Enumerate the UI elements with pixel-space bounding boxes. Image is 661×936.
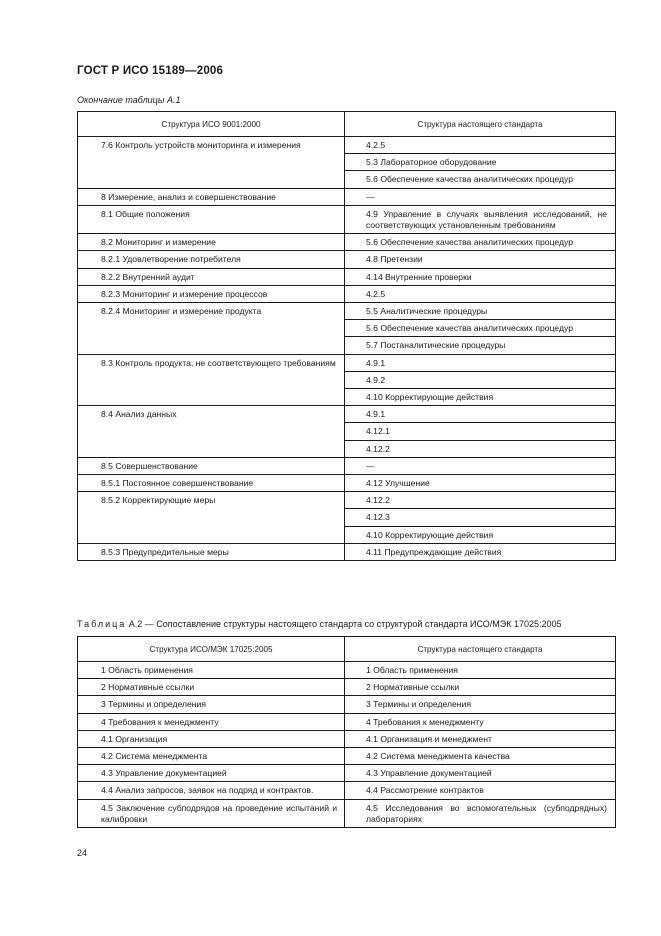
standard-clause-cell: 5.5 Аналитические процедуры [345, 303, 616, 320]
table-row [78, 251, 616, 268]
iso9001-clause-cell: 8.5.2 Корректирующие меры [78, 492, 345, 544]
standard-clause-cell: 4.12 Улучшение [345, 475, 616, 492]
iso9001-clause-cell: 8.2 Мониторинг и измерение [78, 234, 345, 251]
standard-clause-cell: 1 Область применения [345, 662, 616, 679]
iso9001-clause-cell: 8 Измерение, анализ и совершенствование [78, 188, 345, 205]
table2-caption-prefix: Таблица [77, 619, 127, 629]
column-header: Структура ИСО 9001:2000 [78, 112, 345, 137]
table-row [78, 730, 616, 747]
standard-clause-cell: 4.9.1 [345, 406, 616, 423]
iso9001-clause-cell: 8.5.1 Постоянное совершенствование [78, 475, 345, 492]
iso9001-clause-cell: 8.2.4 Мониторинг и измерение продукта [78, 303, 345, 355]
standard-clause-cell: 5.6 Обеспечение качества аналитических процедур [345, 320, 616, 337]
standard-clause-cell: 4.12.1 [345, 423, 616, 440]
iso9001-clause-cell: 8.4 Анализ данных [78, 406, 345, 458]
table-row [78, 234, 616, 251]
table-row [78, 303, 616, 320]
standard-clause-cell: 4.12.2 [345, 440, 616, 457]
comparison-table-a2 [77, 636, 616, 828]
iso17025-clause-cell: 1 Область применения [78, 662, 345, 679]
table-row [78, 713, 616, 730]
iso17025-clause-cell: 4 Требования к менеджменту [78, 713, 345, 730]
standard-clause-cell: 4.9 Управление в случаях выявления исследований, не соответствующих установленным требованиям [345, 205, 616, 233]
standard-clause-cell: 4.10 Корректирующие действия [345, 526, 616, 543]
standard-clause-cell: — [345, 188, 616, 205]
table-row [78, 492, 616, 509]
standard-clause-cell: 4.9.1 [345, 354, 616, 371]
table2-caption [77, 619, 562, 629]
table-row [78, 799, 616, 827]
table-row [78, 406, 616, 423]
iso9001-clause-cell: 8.2.2 Внутренний аудит [78, 268, 345, 285]
column-header: Структура ИСО/МЭК 17025:2005 [78, 637, 345, 662]
standard-clause-cell: 3 Термины и определения [345, 696, 616, 713]
table-header-row [78, 112, 616, 137]
table-header-row [78, 637, 616, 662]
standard-clause-cell: 4.1 Организация и менеджмент [345, 730, 616, 747]
standard-clause-cell: 4.3 Управление документацией [345, 765, 616, 782]
table1-caption: Окончание таблицы А.1 [77, 95, 181, 105]
column-header: Структура настоящего стандарта [345, 112, 616, 137]
column-header: Структура настоящего стандарта [345, 637, 616, 662]
standard-clause-cell: 2 Нормативные ссылки [345, 679, 616, 696]
table-row [78, 457, 616, 474]
iso9001-clause-cell: 8.5 Совершенствование [78, 457, 345, 474]
standard-clause-cell: 4.12.3 [345, 509, 616, 526]
iso9001-clause-cell: 8.1 Общие положения [78, 205, 345, 233]
standard-clause-cell: 4.8 Претензии [345, 251, 616, 268]
standard-clause-cell: 4.5 Исследования во вспомогательных (субподрядных) лабораториях [345, 799, 616, 827]
iso9001-clause-cell: 8.2.3 Мониторинг и измерение процессов [78, 285, 345, 302]
standard-clause-cell: 4.2.5 [345, 137, 616, 154]
document-header: ГОСТ Р ИСО 15189—2006 [77, 65, 224, 77]
table-row [78, 205, 616, 233]
standard-clause-cell: — [345, 457, 616, 474]
table-row [78, 354, 616, 371]
iso17025-clause-cell: 4.5 Заключение субподрядов на проведение испытаний и калибровки [78, 799, 345, 827]
standard-clause-cell: 5.6 Обеспечение качества аналитических процедур [345, 171, 616, 188]
table-row [78, 285, 616, 302]
iso17025-clause-cell: 4.4 Анализ запросов, заявок на подряд и контрактов. [78, 782, 345, 799]
standard-clause-cell: 5.7 Постаналитические процедуры [345, 337, 616, 354]
table-row [78, 268, 616, 285]
table-row [78, 475, 616, 492]
table-row [78, 662, 616, 679]
standard-clause-cell: 4.4 Рассмотрение контрактов [345, 782, 616, 799]
table-row [78, 543, 616, 560]
iso17025-clause-cell: 4.3 Управление документацией [78, 765, 345, 782]
comparison-table-a1 [77, 111, 616, 561]
standard-clause-cell: 4.12.2 [345, 492, 616, 509]
table-row [78, 137, 616, 154]
table-row [78, 696, 616, 713]
page-number: 24 [77, 848, 88, 858]
iso17025-clause-cell: 4.2 Система менеджмента [78, 748, 345, 765]
standard-clause-cell: 5.6 Обеспечение качества аналитических процедур [345, 234, 616, 251]
standard-clause-cell: 4.9.2 [345, 371, 616, 388]
iso9001-clause-cell: 8.2.1 Удовлетворение потребителя [78, 251, 345, 268]
table-row [78, 748, 616, 765]
standard-clause-cell: 4.14 Внутренние проверки [345, 268, 616, 285]
standard-clause-cell: 5.3 Лабораторное оборудование [345, 154, 616, 171]
table-row [78, 188, 616, 205]
table-row [78, 765, 616, 782]
iso9001-clause-cell: 8.3 Контроль продукта, не соответствующего требованиям [78, 354, 345, 406]
iso17025-clause-cell: 2 Нормативные ссылки [78, 679, 345, 696]
standard-clause-cell: 4.2 Система менеджмента качества [345, 748, 616, 765]
iso17025-clause-cell: 4.1 Организация [78, 730, 345, 747]
iso9001-clause-cell: 8.5.3 Предупредительные меры [78, 543, 345, 560]
table2-caption-text: А.2 — Сопоставление структуры настоящего стандарта со структурой стандарта ИСО/МЭК 17025:2005 [126, 619, 562, 629]
standard-clause-cell: 4.10 Корректирующие действия [345, 389, 616, 406]
standard-clause-cell: 4 Требования к менеджменту [345, 713, 616, 730]
standard-clause-cell: 4.11 Предупреждающие действия [345, 543, 616, 560]
standard-clause-cell: 4.2.5 [345, 285, 616, 302]
table-row [78, 679, 616, 696]
iso17025-clause-cell: 3 Термины и определения [78, 696, 345, 713]
iso9001-clause-cell: 7.6 Контроль устройств мониторинга и измерения [78, 137, 345, 189]
table-row [78, 782, 616, 799]
